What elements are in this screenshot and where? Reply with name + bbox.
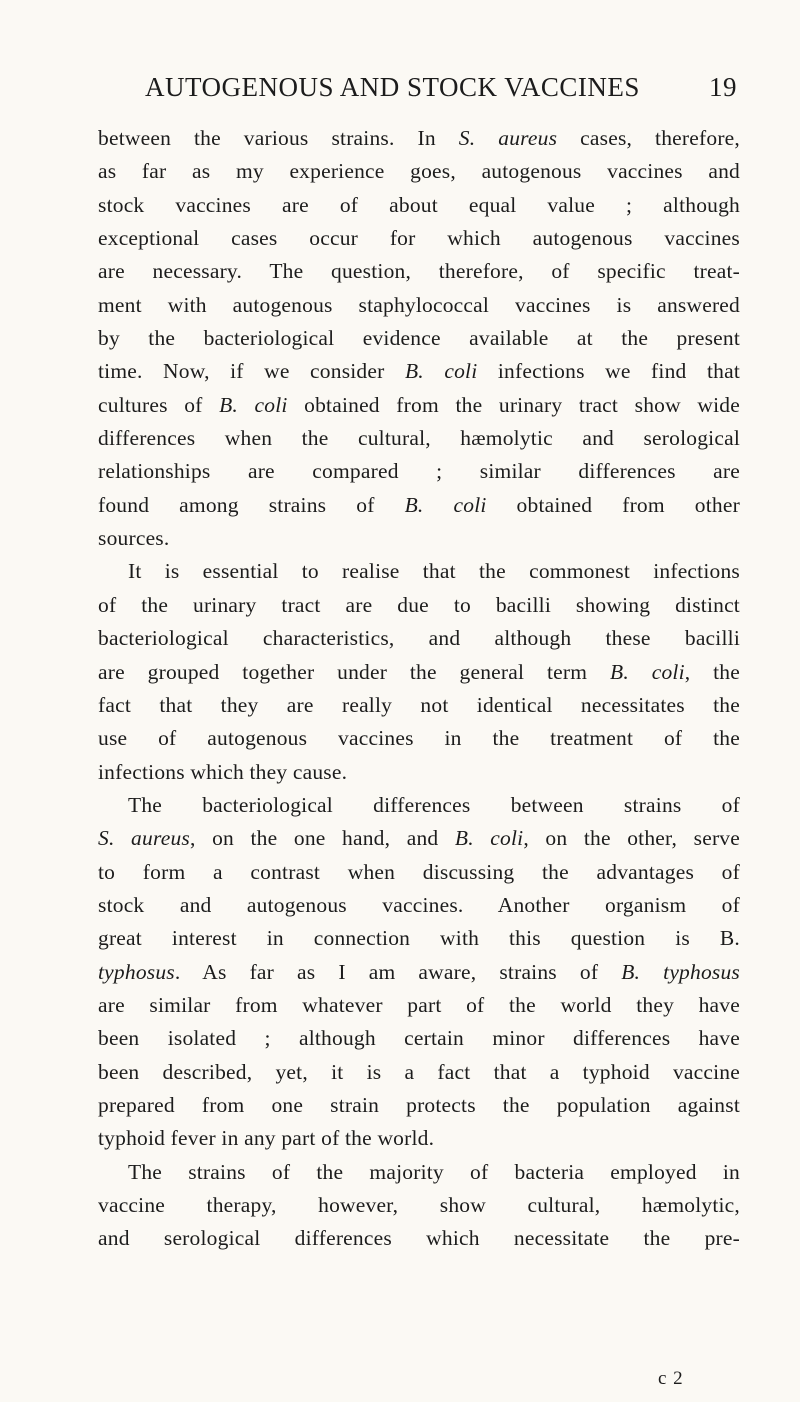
text-line: typhosus. As far as I am aware, strains of B. typhosus <box>98 959 740 984</box>
text-line: been described, yet, it is a fact that a typhoid vaccine <box>98 1059 740 1084</box>
text-line: are grouped together under the general term B. coli, the <box>98 659 740 684</box>
text-line: and serological differences which necessitate the pre- <box>98 1226 740 1251</box>
text-line: differences when the cultural, hæmolytic and serological <box>98 426 740 451</box>
text-line: S. aureus, on the one hand, and B. coli, on the other, serve <box>98 826 740 851</box>
text-line: been isolated ; although certain minor differences have <box>98 1026 740 1051</box>
text-line: sources. <box>98 526 170 551</box>
text-line: to form a contrast when discussing the advantages of <box>98 859 740 884</box>
text-line: bacteriological characteristics, and although these bacilli <box>98 626 740 651</box>
text-line: relationships are compared ; similar differences are <box>98 459 740 484</box>
text-line: between the various strains. In S. aureus cases, therefore, <box>98 126 741 150</box>
text-line: typhoid fever in any part of the world. <box>98 1126 435 1151</box>
text-line: of the urinary tract are due to bacilli showing distinct <box>98 592 740 617</box>
text-line: great interest in connection with this question is B. <box>98 926 740 951</box>
running-head <box>145 72 737 112</box>
text-line: ment with autogenous staphylococcal vaccines is answered <box>98 292 740 317</box>
text-line: infections which they cause. <box>98 759 348 784</box>
text-line: cultures of B. coli obtained from the urinary tract show wide <box>98 392 740 417</box>
text-line: are similar from whatever part of the world they have <box>98 992 740 1017</box>
text-line: are necessary. The question, therefore, of specific treat- <box>98 259 740 284</box>
text-line: prepared from one strain protects the population against <box>98 1092 740 1117</box>
text-line: fact that they are really not identical necessitates the <box>98 692 740 717</box>
text-line: It is essential to realise that the commonest infections <box>128 559 740 584</box>
text-line: time. Now, if we consider B. coli infections we find that <box>98 359 740 384</box>
text-line: exceptional cases occur for which autogenous vaccines <box>98 226 740 251</box>
running-title: AUTOGENOUS AND STOCK VACCINES <box>145 72 640 102</box>
text-line: stock and autogenous vaccines. Another organism of <box>98 892 740 917</box>
text-line: by the bacteriological evidence available at the present <box>98 326 740 351</box>
page-number: 19 <box>709 72 737 102</box>
text-line: found among strains of B. coli obtained from other <box>98 492 740 517</box>
signature-mark: c 2 <box>658 1368 684 1389</box>
text-line: as far as my experience goes, autogenous vaccines and <box>98 159 740 184</box>
body-text <box>98 122 740 1256</box>
text-line: stock vaccines are of about equal value ; although <box>98 192 740 217</box>
text-line: use of autogenous vaccines in the treatment of the <box>98 726 740 751</box>
text-line: The strains of the majority of bacteria employed in <box>128 1159 740 1184</box>
text-line: vaccine therapy, however, show cultural, hæmolytic, <box>98 1193 740 1217</box>
text-line: The bacteriological differences between strains of <box>128 792 740 817</box>
